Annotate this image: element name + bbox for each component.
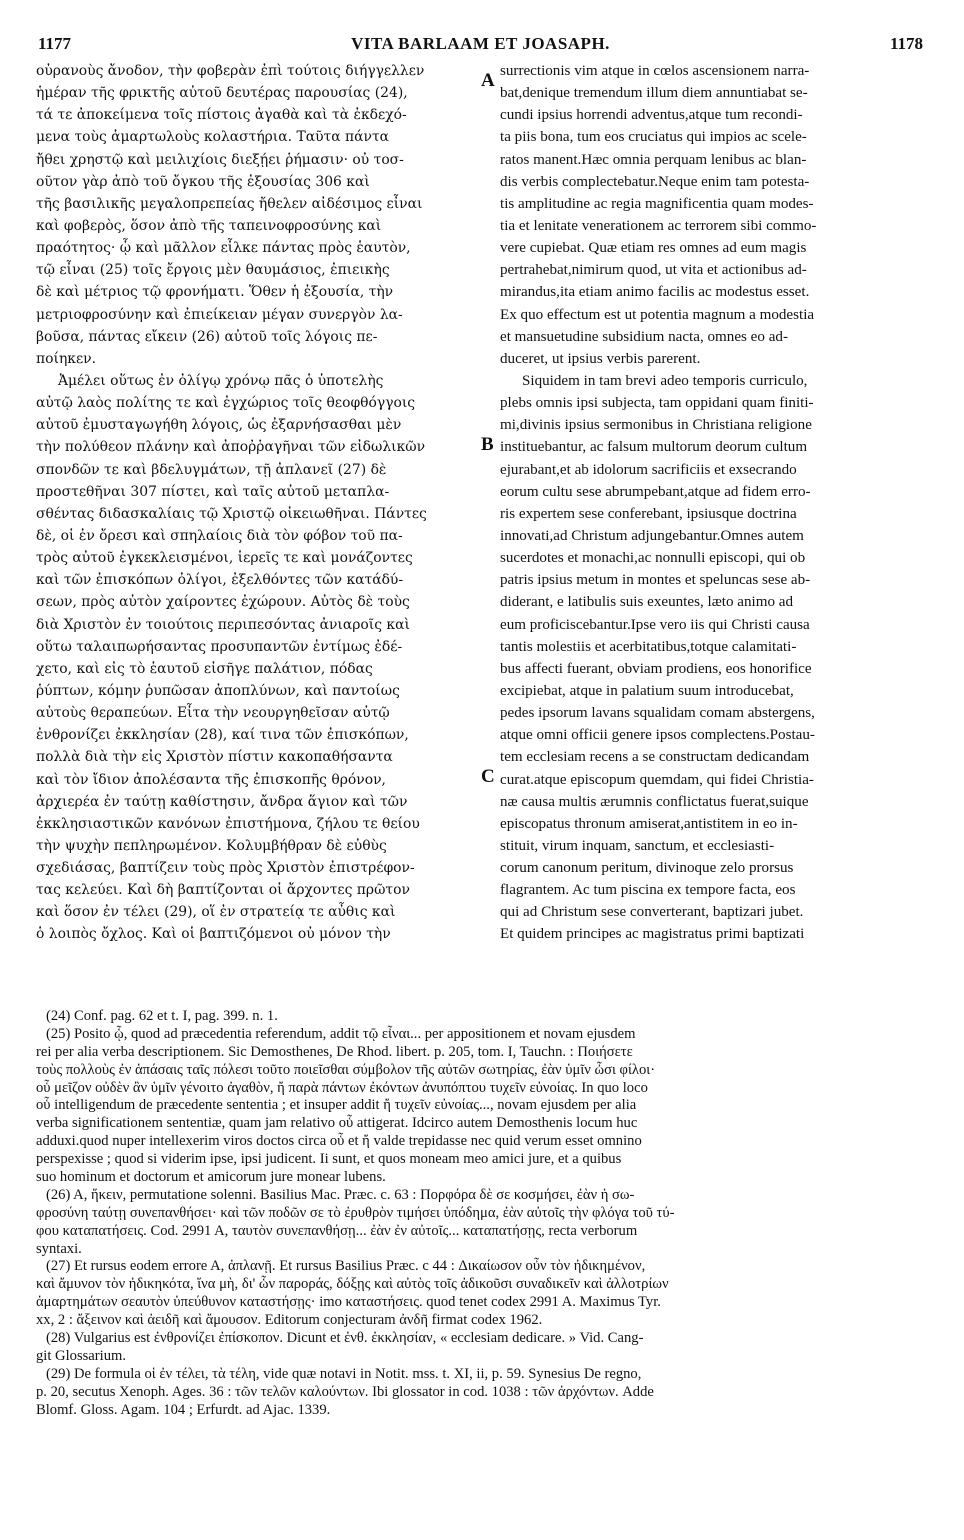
text-line: tia et lenitate venerationem ac terrorem sibi commo-	[500, 217, 817, 234]
text-line: ἐκκλησιαστικῶν κανόνων ἐπιστήμονα, ζήλου τε θείου	[36, 815, 420, 832]
latin-column	[500, 60, 930, 946]
text-line: μενα τοὺς ἁμαρτωλοὺς κολαστήρια. Ταῦτα πάντα	[36, 129, 390, 146]
text-line: ta piis bona, tum eos cruciatus qui impios ac scele-	[500, 129, 807, 146]
text-line: curat.atque episcopum quemdam, qui fidei Christia-	[500, 771, 814, 788]
text-line: τὴν πολύθεον πλάνην καὶ ἀποῤῥαγῆναι τῶν εἰδωλικῶν	[36, 439, 426, 456]
footnote-start: (27) Et rursus eodem errore A, ἀπλανῇ. Et rursus Basilius Præc. c 44 : Δικαίωσον οὖν τὸν ἠδικημένον,	[46, 1258, 646, 1275]
text-line: diderant, e latibulis suis exeuntes, læto animo ad	[500, 594, 794, 611]
text-line: ῥύπτων, κόμην ῥυπῶσαν ἀποπλύνων, καὶ παντοίως	[36, 682, 400, 699]
text-line: προστεθῆναι 307 πίστει, καὶ ταῖς αὐτοῦ μεταπλα-	[36, 483, 390, 500]
text-line: episcopatus thronum amiserat,antistitem in eo in-	[500, 815, 798, 832]
text-line: τῷ εἶναι (25) τοῖς ἔργοις μὲν θαυμάσιος, ἐπιεικὴς	[36, 262, 390, 279]
text-line: μετριοφροσύνην καὶ ἐπιείκειαν μέγαν συνεργὸν λα-	[36, 306, 403, 323]
text-line: σχεδιάσας, βαπτίζειν τοὺς πρὸς Χριστὸν ἐπιστρέφον-	[36, 860, 415, 877]
section-marker-a: A	[481, 70, 495, 91]
text-line: ratos manent.Hæc omnia perquam lenibus ac blan-	[500, 151, 807, 168]
text-line: ὁ λοιπὸς ὄχλος. Καὶ οἱ βαπτιζόμενοι οὐ μόνον τὴν	[36, 926, 391, 943]
text-line: τας κελεύει. Καὶ δὴ βαπτίζονται οἱ ἄρχοντες πρῶτον	[36, 882, 410, 899]
section-marker-c: C	[481, 766, 495, 787]
text-line: Ex quo effectum est ut potentia magnum a modestia	[500, 306, 815, 323]
text-line: instituebantur, ac falsum multorum deorum cultum	[500, 439, 808, 456]
text-line: τά τε ἀποκείμενα τοῖς πίστοις ἀγαθὰ καὶ τὰ ἐκδεχό-	[36, 107, 407, 124]
text-line: patris ipsius metum in montes et speluncas sese ab-	[500, 572, 811, 589]
text-line: καὶ φοβερὸς, ὅσον ἀπὸ τῆς ταπεινοφροσύνης καὶ	[36, 217, 382, 234]
greek-column	[36, 60, 494, 946]
text-line: τῆς βασιλικῆς μεγαλοπρεπείας ἤθελεν αἰδέσιμος εἶναι	[36, 195, 423, 212]
text-line: tis amplitudine ac regia magnificentia quam modes-	[500, 195, 814, 212]
text-line: τρὸς αὐτοῦ ἐγκεκλεισμένοι, ἱερεῖς τε καὶ μονάζοντες	[36, 550, 413, 567]
footnote-start: (25) Posito ᾧ, quod ad præcedentia referendum, addit τῷ εἶναι... per appositionem et novam ejusdem	[46, 1025, 636, 1042]
footnote-line: rei per alia verba descriptionem. Sic Demosthenes, De Rhod. libert. p. 205, tom. I, Tauchn. : Ποιήσετε	[36, 1043, 633, 1060]
text-line: flagrantem. Ac tum piscina ex tempore facta, eos	[500, 882, 796, 899]
text-line: πραότητος· ᾧ καὶ μᾶλλον εἷλκε πάντας πρὸς ἑαυτὸν,	[36, 240, 411, 257]
footnote-line: p. 20, secutus Xenoph. Ages. 36 : τῶν τελῶν καλούντων. Ibi glossator in cod. 1038 : τῶν ἀρχόντων. Adde	[36, 1383, 654, 1400]
section-marker-b: B	[481, 434, 494, 455]
text-line: cundi ipsius horrendi adventus,atque tum recondi-	[500, 107, 803, 124]
footnote-line: καὶ ἄμυνον τὸν ἠδικηκότα, ἵνα μὴ, δι' ὧν παροράς, δόξῃς καὶ αὐτὸς τοῖς ἀδικοῦσι συναδικεῖν καὶ ἀλλοτρίων	[36, 1276, 669, 1293]
text-line: χετο, καὶ εἰς τὸ ἑαυτοῦ εἰσῆγε παλάτιον, πόδας	[36, 660, 373, 677]
text-line: ἐνθρονίζει ἐκκλησίαν (28), καί τινα τῶν ἐπισκόπων,	[36, 727, 409, 744]
text-line: καὶ τῶν ἐπισκόπων ὀλίγοι, ἐξελθόντες τῶν κατάδύ-	[36, 572, 404, 589]
text-line: mirandus,ita etiam animo facilis ac modestus esset.	[500, 284, 810, 301]
text-line: duceret, ut ipsius verbis parerent.	[500, 350, 701, 367]
text-line: αὐτῷ λαὸς πολίτης τε καὶ ἐγχώριος τοῖς θεοφθόγγοις	[36, 395, 416, 412]
text-line: bat,denique tremendum illum diem annuntiabat se-	[500, 85, 808, 102]
text-line: τὴν ψυχὴν πεπληρωμένον. Κολυμβήθραν δὲ εὐθὺς	[36, 837, 387, 854]
text-line: δὲ, οἱ ἐν ὄρεσι καὶ σπηλαίοις διὰ τὸν φόβον τοῦ πα-	[36, 527, 403, 544]
footnote-line: τοὺς πολλοὺς ἐν ἁπάσαις ταῖς πόλεσι τοῦτο ποιεῖσθαι σύμβολον τῆς αὐτῶν σωτηρίας, ἐὰν ὑμῖν ὦσι φίλοι·	[36, 1061, 656, 1078]
footnote-line: adduxi.quod nuper intellexerim viros doctos circa οὗ et ἤ valde trepidasse nec quid verum esset omnino	[36, 1133, 642, 1150]
text-line: αὐτοὺς θεραπεύων. Εἶτα τὴν νεουργηθεῖσαν αὐτῷ	[36, 705, 390, 722]
text-line: ποίηκεν.	[36, 350, 96, 367]
text-line: bus affecti fuerant, obviam prodiens, eos honorifice	[500, 660, 812, 677]
text-line: et mansuetudine subsidium nacta, omnes eo ad-	[500, 328, 788, 345]
footnote-line: git Glossarium.	[36, 1347, 126, 1364]
footnote-line: οὗ μεῖζον οὐδὲν ἂν ὑμῖν γένοιτο ἀγαθὸν, ἤ παρὰ πάντων ἐκόντων ἀνυπόπτου τυχεῖν εὐνοίας. In quo loco	[36, 1079, 648, 1096]
text-line: ἀρχιερέα ἐν ταύτῃ καθίστησιν, ἄνδρα ἅγιον καὶ τῶν	[36, 793, 408, 810]
text-line: οὐρανοὺς ἄνοδον, τὴν φοβερὰν ἐπὶ τούτοις διήγγελλεν	[36, 63, 425, 79]
text-line: sucerdotes et monachi,ac nonnulli episcopi, qui ob	[500, 550, 806, 567]
footnote-line: Blomf. Gloss. Agam. 104 ; Erfurdt. ad Ajac. 1339.	[36, 1401, 331, 1418]
footnote-start: (28) Vulgarius est ἐνθρονίζει ἐπίσκοπον. Dicunt et ἐνθ. ἐκκλησίαν, « ecclesiam dedicare. » Vid. Cang-	[46, 1330, 644, 1347]
footnote-line: perspexisse ; quod si viderim ipse, ipsi judicent. Ii sunt, et quos moneam meo amici jure, et a quibus	[36, 1151, 622, 1168]
text-line: σεων, πρὸς αὐτὸν χαίροντες ἐχώρουν. Αὐτὸς δὲ τοὺς	[36, 594, 410, 611]
footnote-line: οὗ intelligendum de præcedente sententia ; et insuper addit ἤ τυχεῖν εὐνοίας..., novam ejusdem per alia	[36, 1097, 637, 1114]
right-page-number: 1178	[889, 34, 923, 53]
text-line: δὲ καὶ μέτριος τῷ φρονήματι. Ὅθεν ἡ ἐξουσία, τὴν	[36, 284, 394, 301]
text-line: stituit, virum inquam, sanctum, et ecclesiasti-	[500, 837, 775, 854]
text-line: eorum cultu sese abrumpebant,atque ad fidem erro-	[500, 483, 811, 500]
page-header	[38, 34, 923, 58]
text-line: qui ad Christum sese converterant, baptizari jubet.	[500, 904, 804, 921]
text-line: Et quidem principes ac magistratus primi baptizati	[500, 926, 805, 943]
footnote-start: (24) Conf. pag. 62 et t. I, pag. 399. n. 1.	[46, 1008, 278, 1024]
left-page-number: 1177	[38, 34, 72, 53]
footnote-line: xx, 2 : ἄξεινον καὶ ἀειδῆ καὶ ἄμουσον. Editorum conjecturam ἀνδῆ firmat codex 1962.	[36, 1312, 543, 1329]
footnote-line: verba significationem sententiæ, quam jam relativo οὗ attigerat. Idcirco autem Demosthenis locum huc	[36, 1115, 638, 1132]
footnote-line: suo hominum et doctorum et amicorum jure monear lubens.	[36, 1169, 386, 1186]
footnote-line: φου καταπατήσεις. Cod. 2991 A, ταυτὸν συνεπανθήσῃ... ἐὰν ἐν αὐτοῖς... καταπατήσῃς, recta verborum	[36, 1222, 638, 1239]
footnote-line: φροσύνη ταύτῃ συνεπανθήσει· καὶ τῶν ποδῶν σε τὸ ἐρυθρὸν τιμήσει ὑπόδημα, ἐὰν αὐτοῖς τὴν φλόγα τοῦ τύ-	[36, 1204, 675, 1221]
text-line: καὶ ὅσον ἐν τέλει (29), οἵ ἐν στρατείᾳ τε αὖθις καὶ	[36, 904, 396, 921]
text-line: innovati,ad Christum adjungebantur.Omnes autem	[500, 527, 804, 544]
text-line: ἤθει χρηστῷ καὶ μειλιχίοις διεξῄει ῥήμασιν· οὐ τοσ-	[36, 151, 404, 168]
footnote-start: (26) A, ἥκειν, permutatione solenni. Basilius Mac. Præc. c. 63 : Πορφόρα δὲ σε κοσμήσει, ἐὰν ἡ σω-	[46, 1186, 635, 1203]
footnote-start: (29) De formula οἱ ἐν τέλει, τὰ τέλη, vide quæ notavi in Notit. mss. t. XI, ii, p. 59. Synesius De regno,	[46, 1365, 642, 1382]
text-line: σπονδῶν τε καὶ βδελυγμάτων, τῇ ἀπλανεῖ (27) δὲ	[36, 461, 387, 478]
text-line: tantis molestiis et acerbitatibus,totque calamitati-	[500, 638, 797, 655]
text-line: pedes ipsorum lavans squalidam comam abstergens,	[500, 705, 815, 722]
text-line: surrectionis vim atque in cœlos ascensionem narra-	[500, 63, 810, 79]
text-line: σθέντας διδασκαλίαις τῷ Χριστῷ οἰκειωθῆναι. Πάντες	[36, 505, 427, 522]
text-line: mi,divinis ipsius sermonibus in Christiana religione	[500, 417, 812, 434]
text-line: καὶ τὸν ἴδιον ἀπολέσαντα τῆς ἐπισκοπῆς θρόνον,	[36, 771, 386, 788]
footnote-line: ἁμαρτημάτων σεαυτὸν ὑπεύθυνον καταστήσῃς· imo καταστήσεις. quod tenet codex 2991 A. Maximus Tyr.	[36, 1294, 661, 1311]
text-line: οὕτω ταλαιπωρήσαντας προσυπαντῶν ἐντίμως ἐδέ-	[36, 638, 403, 655]
text-line: διὰ Χριστὸν ἐν τοιούτοις περιπεσόντας ἀνιαροῖς καὶ	[36, 616, 410, 633]
text-line: corum canonum peritum, divinoque zelo prorsus	[500, 860, 794, 877]
text-line: eum proficiscebantur.Ipse vero iis qui Christi causa	[500, 616, 810, 633]
text-line: plebs omnis ipsi subjecta, tam oppidani quam finiti-	[500, 395, 814, 412]
text-line: ejurabant,et ab idolorum sacrificiis et exsecrando	[500, 461, 797, 478]
text-line: dis verbis complectebatur.Neque enim tam potesta-	[500, 173, 810, 190]
footnote-line: syntaxi.	[36, 1240, 82, 1257]
footnotes	[36, 1008, 929, 1419]
text-line: αὐτοῦ ἐμυσταγωγήθη λόγοις, ὡς ἐξαρνήσασθαι μὲν	[36, 417, 402, 434]
text-line: ἡμέραν τῆς φρικτῆς αὐτοῦ δευτέρας παρουσίας (24),	[36, 85, 408, 102]
text-line: vere cupiebat. Quæ etiam res omnes ad eum magis	[500, 240, 807, 257]
text-line: βοῦσα, πάντας εἴκειν (26) αὐτοῦ τοῖς λόγοις πε-	[36, 328, 378, 345]
text-line: Siquidem in tam brevi adeo temporis curriculo,	[522, 372, 808, 389]
text-line: pertrahebat,nimirum quod, ut vita et actionibus ad-	[500, 262, 807, 279]
text-line: οῦτον γὰρ ἀπὸ τοῦ ὄγκου τῆς ἐξουσίας 306 καὶ	[36, 173, 370, 190]
text-line: excipiebat, atque in palatium suum introducebat,	[500, 682, 794, 699]
text-line: ris expertem sese conferebant, ipsiusque doctrina	[500, 505, 797, 522]
text-line: næ causa multis ærumnis conflictatus fuerat,suique	[500, 793, 809, 810]
text-line: atque omni officii genere ipsos complectens.Postau-	[500, 727, 815, 744]
running-title: VITA BARLAAM ET JOASAPH.	[351, 34, 610, 53]
text-line: Ἀμέλει οὕτως ἐν ὀλίγῳ χρόνῳ πᾶς ὁ ὑποτελὴς	[58, 372, 384, 389]
text-line: tem ecclesiam recens a se constructam dedicandam	[500, 749, 810, 766]
text-line: πολλὰ διὰ τὴν εἰς Χριστὸν πίστιν κακοπαθήσαντα	[36, 749, 393, 766]
